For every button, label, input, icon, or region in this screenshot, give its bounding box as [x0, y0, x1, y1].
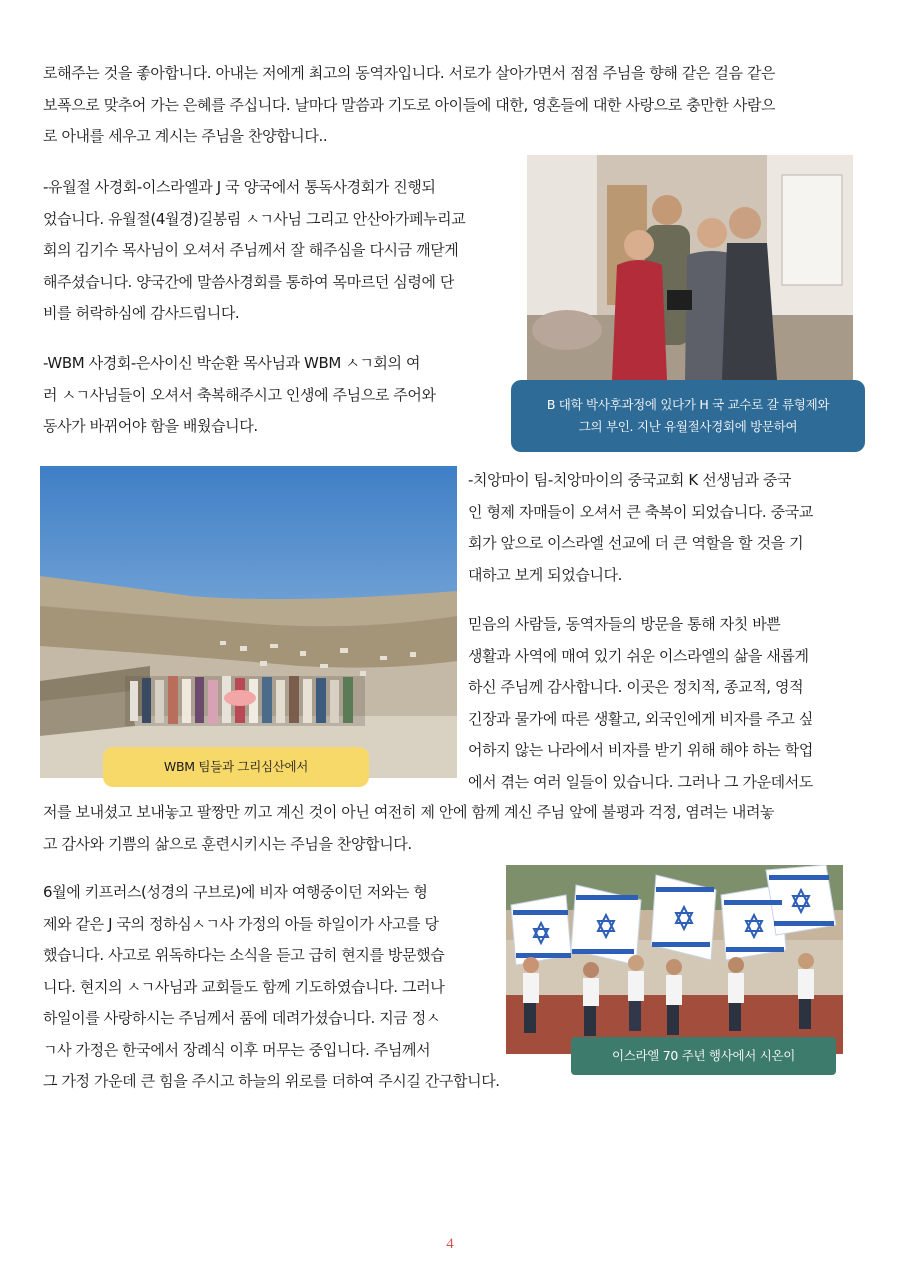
paragraph-chiangmai: -치앙마이 팀-치앙마이의 중국교회 K 선생님과 중국 인 형제 자매들이 오셔서 큰 축복이 되었습니다. 중국교 회가 앞으로 이스라엘 선교에 더 큰 역할을 할 것을 기 대하고 보게 되었습니다. — [468, 471, 813, 584]
caption-mount-gerizim: WBM 팀들과 그리심산에서 — [103, 747, 369, 787]
paragraph-hail: 6월에 키프러스(성경의 구브로)에 비자 여행중이던 저와는 형 제와 같은 J 국의 정하심ㅅㄱ사 가정의 아들 하일이가 사고를 당 했습니다. 사고로 위독하다는 소식을 듣고 급히 현지를 방문했습 니다. 현지의 ㅅㄱ사님과 교회들도 함께 기도하였습니다. 그러나 하일이를 사랑하시는 주님께서 품에 데려가셨습니다. 지금 정ㅅ ㄱ사 가정은 한국에서 장례식 이후 머무는 중입니다. 주님께서 그 가정 가운데 큰 힘을 주시고 하늘의 위로를 더하여 주시길 간구합니다. — [43, 883, 500, 1090]
paragraph-thanks-full: 저를 보내셨고 보내놓고 팔짱만 끼고 계신 것이 아닌 여전히 제 안에 함께 계신 주님 앞에 불평과 걱정, 염려는 내려놓 고 감사와 기쁨의 삶으로 훈련시키시는 주님을 찬양합니다. — [43, 803, 775, 853]
paragraph-intro: 로해주는 것을 좋아합니다. 아내는 저에게 최고의 동역자입니다. 서로가 살아가면서 점점 주님을 향해 같은 걸음 같은 보폭으로 맞추어 가는 은혜를 주십니다. 날마다 말씀과 기도로 아이들에 대한, 영혼들에 대한 사랑으로 충만한 사람으 로 아내를 세우고 계시는 주님을 찬양합니다.. — [43, 64, 776, 145]
photo-mount-gerizim — [40, 466, 457, 778]
paragraph-wbm: -WBM 사경회-은사이신 박순환 목사님과 WBM ㅅㄱ회의 여 러 ㅅㄱ사님들이 오셔서 축복해주시고 인생에 주님으로 주어와 동사가 바뀌어야 함을 배웠습니다. — [43, 354, 436, 435]
page-number: 4 — [446, 1236, 454, 1252]
photo-couple-visit — [527, 155, 853, 380]
caption-couple-visit: B 대학 박사후과정에 있다가 H 국 교수로 갈 류형제와 그의 부인. 지난 유월절사경회에 방문하여 — [511, 380, 865, 452]
paragraph-passover: -유월절 사경회-이스라엘과 J 국 양국에서 통독사경회가 진행되 었습니다. 유월절(4월경)길봉림 ㅅㄱ사님 그리고 안산아가페누리교 회의 김기수 목사님이 오셔서 주님께서 잘 해주심을 다시금 깨닫게 해주셨습니다. 양국간에 말씀사경회를 통하여 목마르던 심령에 단 비를 허락하심에 감사드립니다. — [43, 178, 466, 322]
photo-israel-70 — [506, 865, 843, 1054]
paragraph-thanks-right: 믿음의 사람들, 동역자들의 방문을 통해 자칫 바쁜 생활과 사역에 매여 있기 쉬운 이스라엘의 삶을 새롭게 하신 주님께 감사합니다. 이곳은 정치적, 종교적, 영적 긴장과 물가에 따른 생활고, 외국인에게 비자를 주고 싶 어하지 않는 나라에서 비자를 받기 위해 해야 하는 학업 에서 겪는 여러 일들이 있습니다. 그러나 그 가운데서도 — [468, 615, 813, 791]
caption-israel-70: 이스라엘 70 주년 행사에서 시온이 — [571, 1037, 836, 1075]
